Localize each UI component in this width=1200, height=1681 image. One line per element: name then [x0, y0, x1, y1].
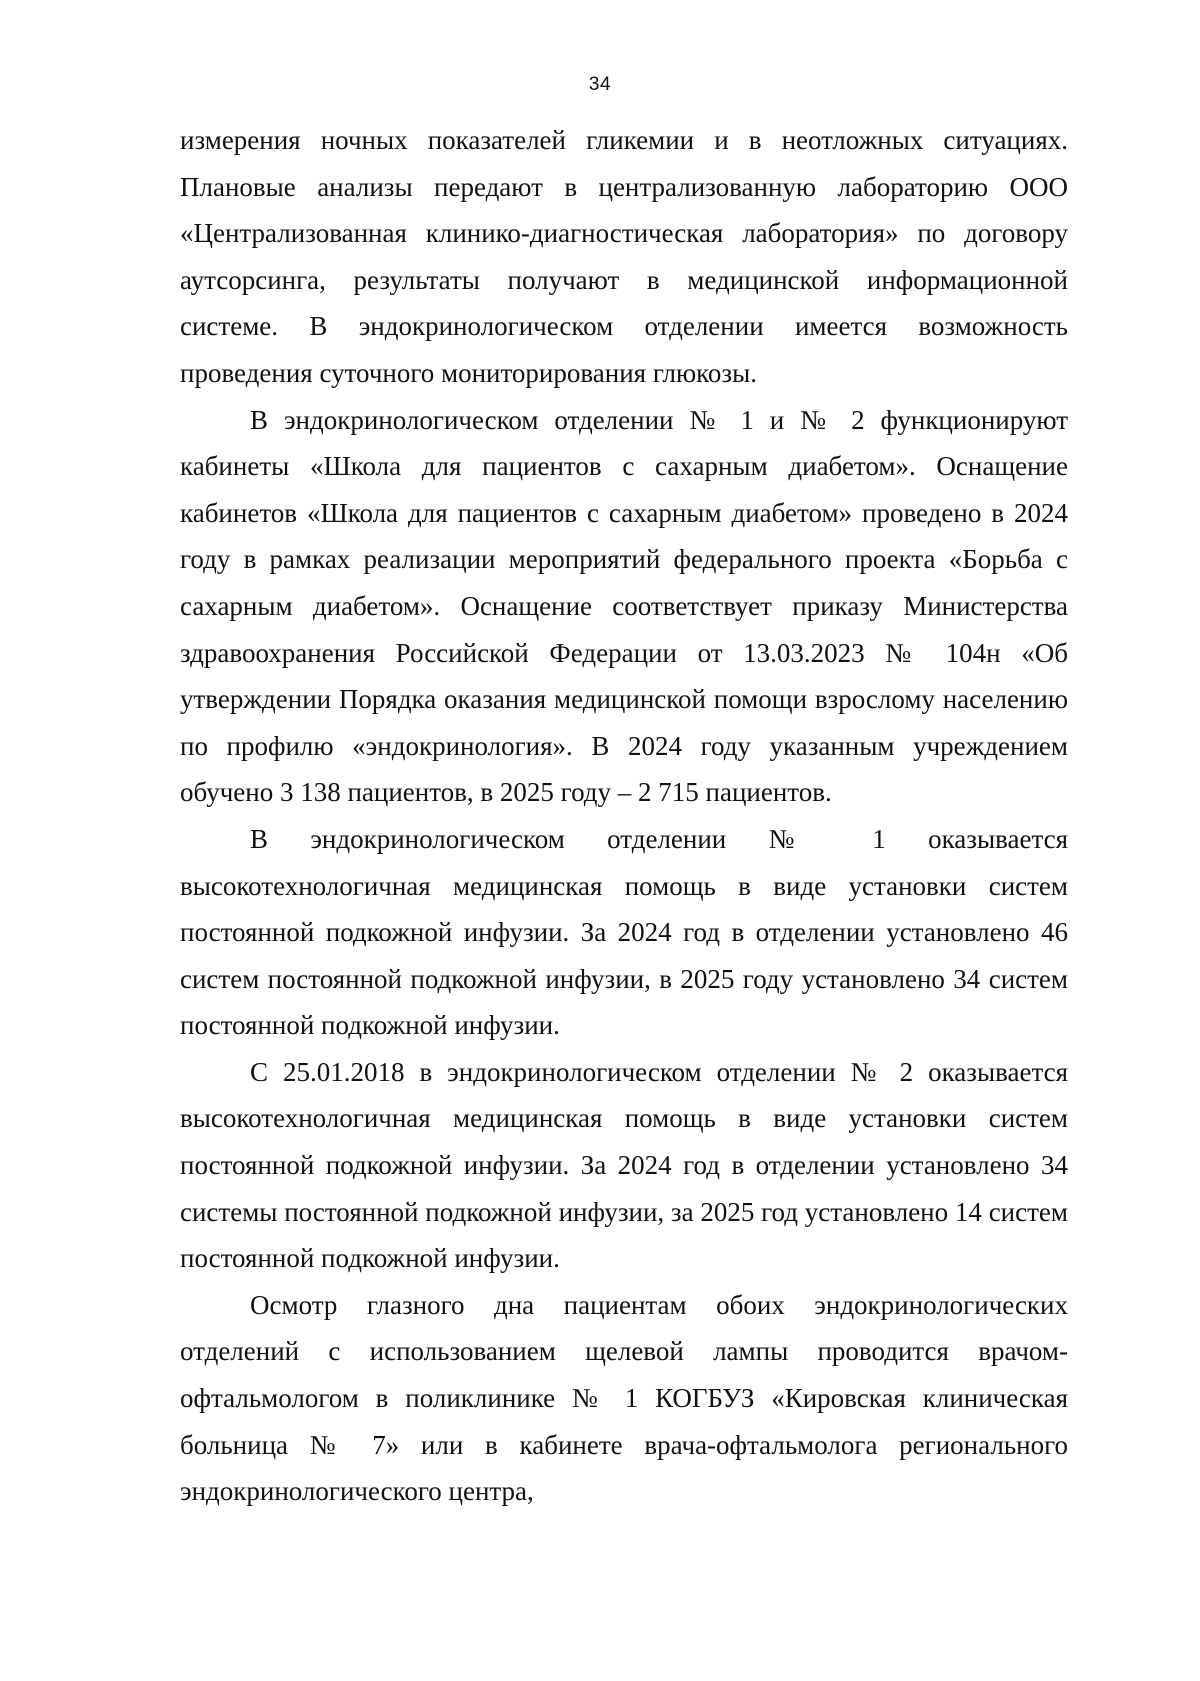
paragraph-diabetes-school: В эндокринологическом отделении № 1 и № 2 функционируют кабинеты «Школа для пациентов с сахарным диабетом». Оснащение кабинетов «Школа для пациентов с сахарным диабетом» проведено в 2024 году в рамках реализации мероприятий федерального проекта «Борьба с сахарным диабетом». Оснащение соответствует приказу Министерства здравоохранения Российской Федерации от 13.03.2023 № 104н «Об утверждении Порядка оказания медицинской помощи взрослому населению по профилю «эндокринология». В 2024 году указанным учреждением обучено 3 138 пациентов, в 2025 году – 2 715 пациентов. [180, 404, 1068, 808]
paragraph-department-1-infusion: В эндокринологическом отделении № 1 оказывается высокотехнологичная медицинская помощь в виде установки систем постоянной подкожной инфузии. За 2024 год в отделении установлено 46 систем постоянной подкожной инфузии, в 2025 году установлено 34 систем постоянной подкожной инфузии. [180, 823, 1068, 1041]
paragraph-department-2-infusion: С 25.01.2018 в эндокринологическом отделении № 2 оказывается высокотехнологичная медицинская помощь в виде установки систем постоянной подкожной инфузии. За 2024 год в отделении установлено 34 системы постоянной подкожной инфузии, за 2025 год установлено 14 систем постоянной подкожной инфузии. [180, 1056, 1068, 1274]
document-body [180, 117, 1068, 1515]
paragraph-fundus-examination: Осмотр глазного дна пациентам обоих эндокринологических отделений с использованием щелевой лампы проводится врачом-офтальмологом в поликлинике № 1 КОГБУЗ «Кировская клиническая больница № 7» или в кабинете врача-офтальмолога регионального эндокринологического центра, [180, 1289, 1068, 1507]
page-number: 34 [588, 74, 612, 95]
paragraph-lab-tests: измерения ночных показателей гликемии и в неотложных ситуациях. Плановые анализы передают в централизованную лабораторию ООО «Централизованная клинико-диагностическая лаборатория» по договору аутсорсинга, результаты получают в медицинской информационной системе. В эндокринологическом отделении имеется возможность проведения суточного мониторирования глюкозы. [180, 125, 1068, 388]
